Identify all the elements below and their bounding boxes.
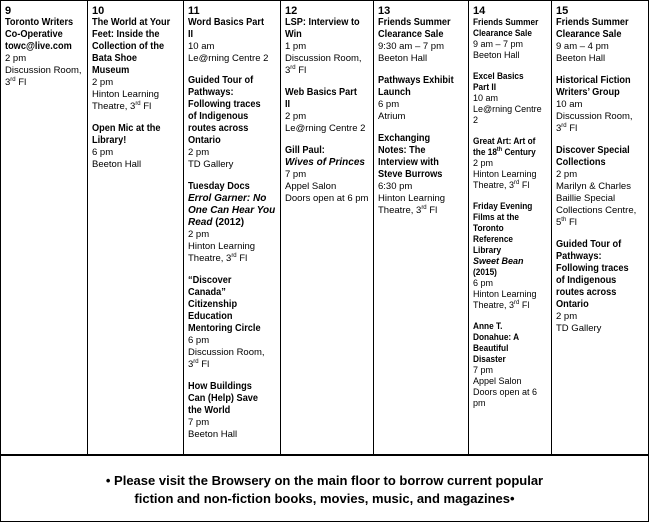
footer-line-1: • Please visit the Browsery on the main floor to borrow current popular [105,473,544,488]
event-title: Friday Evening Films at the Toronto Reference Library [473,201,533,255]
event-title: LSP: Interview to Win [285,17,360,40]
event-item [473,71,548,126]
event-title: Historical Fiction Writers’ Group [556,75,631,98]
event-location: Hinton Learning Theatre, 3rd Fl [473,289,537,310]
day-number: 11 [188,5,200,17]
event-location: Appel Salon [473,376,522,386]
event-title: Excel Basics Part II [473,71,524,92]
event-item [285,17,370,77]
day-number: 13 [378,5,391,17]
event-item [556,145,645,229]
event-time: 7 pm [285,169,307,180]
event-location: Beeton Hall [378,53,428,64]
event-title: “Discover Canada” Citizenship Education Mentoring Circle [188,275,261,334]
event-location: Doors open at 6 pm [285,193,369,204]
event-title: Open Mic at the Library! [92,123,161,146]
event-title: Anne T. Donahue: A Beautiful Disaster [473,321,519,364]
event-title: Guided Tour of Pathways: Following traces of Indigenous routes across Ontario [556,239,629,310]
event-location: Beeton Hall [473,50,520,60]
event-time: 6:30 pm [378,181,413,192]
event-location: Le@rning Centre 2 [473,104,542,125]
event-location: TD Gallery [188,159,234,170]
event-time: 7 pm [188,417,210,428]
event-title: The World at Your Feet: Inside the Collection of the Bata Shoe Museum [92,17,171,76]
event-location: Hinton Learning Theatre, 3rd Fl [473,169,537,190]
event-year: (2015) [473,267,497,277]
event-item [473,17,548,61]
event-title: Word Basics Part II [188,17,265,40]
event-location: Discussion Room, 3rd Fl [285,53,362,76]
event-time: 9 am – 7 pm [473,39,524,49]
event-location: Discussion Room, 3rd Fl [5,65,82,88]
event-item [188,17,277,65]
day-column-14 [469,1,552,454]
event-time: 2 pm [285,111,307,122]
event-location: Discussion Room, 3rd Fl [188,347,265,370]
event-time: 2 pm [473,158,494,168]
event-location: Doors open at 6 pm [473,387,538,408]
event-time: 10 am [188,41,215,52]
event-location: Hinton Learning Theatre, 3rd Fl [92,89,160,112]
event-title: Web Basics Part II [285,87,357,110]
event-title: How Buildings Can (Help) Save the World [188,381,259,416]
day-number: 10 [92,5,105,17]
event-item [378,17,465,65]
event-time: 6 pm [473,278,494,288]
event-title: Tuesday Docs [188,181,250,192]
event-item [188,381,277,441]
event-item [188,75,277,171]
day-number: 15 [556,5,569,17]
event-item [473,321,548,409]
event-location: Beeton Hall [188,429,238,440]
event-feature-title: Wives of Princes [285,157,365,168]
event-feature-title: Errol Garner: No One Can Hear You Read (2012) [188,193,276,228]
event-title: Friends Summer Clearance Sale [473,17,539,38]
event-location: Discussion Room, 3rd Fl [556,111,633,134]
event-item [378,133,465,217]
event-item [556,75,645,135]
event-time: 1 pm [285,41,307,52]
day-column-11 [184,1,281,454]
event-item [92,123,180,171]
event-time: 9 am – 4 pm [556,41,609,52]
event-item [556,17,645,65]
event-time: 10 am [473,93,499,103]
event-item [473,201,548,311]
event-location: Le@rning Centre 2 [285,123,366,134]
event-item [556,239,645,335]
event-time: 6 pm [378,99,400,110]
event-location: Beeton Hall [92,159,142,170]
event-time: 2 pm [556,169,578,180]
event-time: 6 pm [188,335,210,346]
event-location: TD Gallery [556,323,602,334]
event-time: 2 pm [5,53,27,64]
event-feature-title: Sweet Bean [473,256,524,266]
day-column-10 [88,1,184,454]
event-location: Hinton Learning Theatre, 3rd Fl [188,241,256,264]
event-location: Marilyn & Charles Baillie Special Collections Centre, 5th Fl [556,181,637,228]
day-column-9 [1,1,88,454]
event-location: Hinton Learning Theatre, 3rd Fl [378,193,446,216]
event-item [188,181,277,265]
event-title: Exchanging Notes: The Interview with Steve Burrows [378,133,443,180]
footer-line-2: fiction and non-fiction books, movies, music, and magazines• [134,491,515,506]
event-title: Friends Summer Clearance Sale [378,17,451,40]
event-title: Toronto Writers Co-Operative towc@live.com [5,17,74,52]
event-item [188,275,277,371]
event-item [92,17,180,113]
event-title: Friends Summer Clearance Sale [556,17,629,40]
event-title: Great Art: Art of the 18th Century [473,136,536,157]
event-item [378,75,465,123]
footer-note [1,456,648,521]
day-number: 9 [5,5,12,17]
event-location: Atrium [378,111,406,122]
event-time: 9:30 am – 7 pm [378,41,445,52]
days-row [1,1,648,456]
event-time: 2 pm [188,147,210,158]
event-location: Appel Salon [285,181,337,192]
event-time: 6 pm [92,147,114,158]
day-number: 14 [473,5,486,17]
event-item [473,136,548,191]
day-number: 12 [285,5,298,17]
event-location: Le@rning Centre 2 [188,53,269,64]
event-item [5,17,84,89]
event-title: Pathways Exhibit Launch [378,75,454,98]
day-column-13 [374,1,469,454]
event-time: 2 pm [92,77,114,88]
event-title: Gill Paul: [285,145,325,156]
event-title: Discover Special Collections [556,145,630,168]
day-column-12 [281,1,374,454]
event-item [285,87,370,135]
event-item [285,145,370,205]
event-time: 10 am [556,99,583,110]
event-title: Guided Tour of Pathways: Following traces of Indigenous routes across Ontario [188,75,261,146]
event-time: 7 pm [473,365,494,375]
event-time: 2 pm [188,229,210,240]
event-location: Beeton Hall [556,53,606,64]
event-time: 2 pm [556,311,578,322]
day-column-15 [552,1,648,454]
